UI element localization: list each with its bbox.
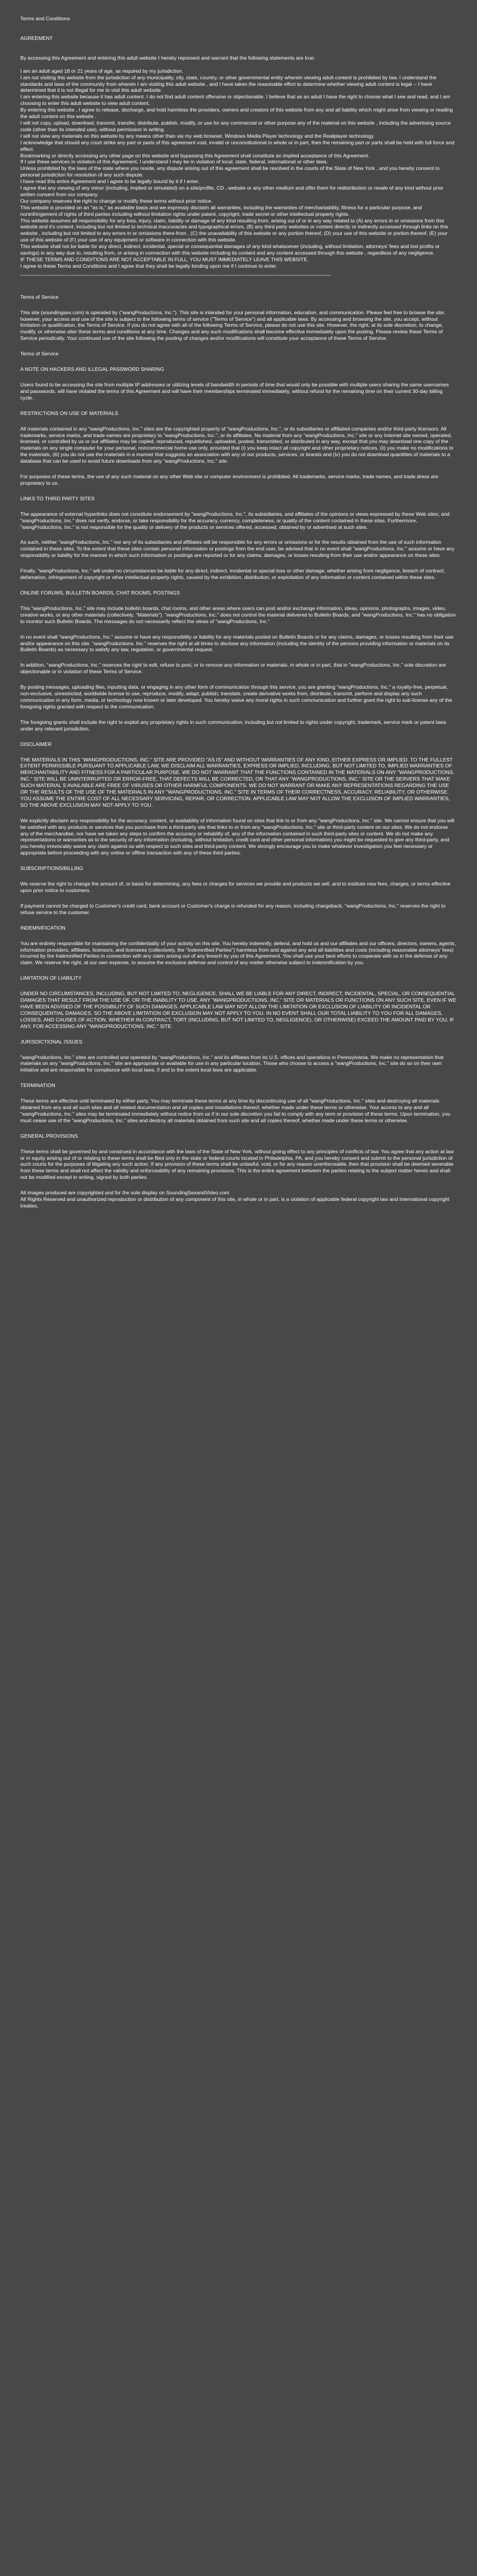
agreement-line: Unless prohibited by the laws of the state where you reside, any dispute arising out of this agreement shall be resolved in the courts of the State of New York , and you hereby consent to personal jurisdiction for resolution of any such dispute. — [20, 165, 440, 178]
links-heading: LINKS TO THIRD PARTY SITES — [20, 495, 95, 501]
restrictions-heading: RESTRICTIONS ON USE OF MATERIALS — [20, 410, 119, 416]
service-heading-2: Terms of Service — [20, 351, 58, 357]
termination-paragraph: These terms are effective until terminated by either party. You may terminate these terms at any time by discontinuing use of all "wangProductions, Inc." sites and destroying all materials obtained from any and all such sites and all related documentation and all copies and installations thereof, whether made under these terms or otherwise. Your access to any and all "wangProductions, Inc." sites may be terminated immediately without notice from us if in our sole discretion you fail to comply with any term or provision of these terms. Upon termination, you must cease use of the "wangProductions, Inc." sites and destroy all materials obtained from such site and all copies thereof, whether made under these terms or otherwise. — [20, 1098, 451, 1123]
agreement-line: IF THESE TERMS AND CONDITIONS ARE NOT ACCEPTABLE IN FULL, YOU MUST IMMEDIATELY LEAVE THIS WEBSITE. — [20, 256, 309, 262]
forums-heading: ONLINE FORUMS, BULLETIN BOARDS, CHAT ROOMS, POSTINGS — [20, 590, 180, 596]
subscriptions-heading: SUBSCRIPTIONS/BILLING — [20, 865, 83, 872]
agreement-line: By entering this website , I agree to release, discharge, and hold harmless the providers, owners and creators of this website from any and all liability which might arise from viewing or reading the adult content on this website . — [20, 107, 453, 120]
jurisdiction-paragraph: "wangProductions, Inc." sites are controlled and operated by "wangProductions, Inc." and its affiliates from its U.S. offices and operations in Pennsylvania. We make no representation that materials on any "wangProductions, Inc." site are appropriate or available for use in any particular location. Those who choose to access a "wangProductions, Inc." site do so on their own initiative and are responsible for compliance with local laws, if and to the extent local laws are applicable. — [20, 1054, 444, 1073]
agreement-line: I have read this entire Agreement and I agree to be legally bound by it if I enter. — [20, 178, 200, 185]
disclaimer-paragraph-2: We explicitly disclaim any responsibility for the accuracy, content, or availability of information found on sites that link to or from any "wangProductions, Inc." site. We cannot ensure that you will be satisfied with any products or services that you purchase from a third-party site that links to or from any "wangProductions, Inc." site or third-party content on our sites. We do not endorse any of the merchandise, nor have we taken any steps to confirm the accuracy or reliability of, any of the information contained in such third-party sites or content. We do not make any representations or warranties as to the security of any information (including, without limitation, credit card and other personal information) you might be requested to give any third-party, and you hereby irrevocably waive any claim against us with respect to such sites and third-party content. We strongly encourage you to make whatever investigation you feel necessary or appropriate before proceeding with any online or offline transaction with any of these third parties. — [20, 817, 454, 856]
general-heading: GENERAL PROVISIONS — [20, 1132, 78, 1139]
forums-paragraph-4: By posting messages, uploading files, inputting data, or engaging in any other form of communication through this service, you are granting "wangProductions, Inc." a royalty-free, perpetual, non-exclusive, unrestricted, worldwide license to use, reproduce, modify, adapt, publish, translate, create derivative works from, distribute, transmit, perform and display any such communication in any form, media, or technology now known or later developed. You hereby waive any moral rights in such communication and further grant the right to sub-license any of the foregoing rights granted with respect to the communication. — [20, 684, 453, 710]
limitation-paragraph: UNDER NO CIRCUMSTANCES, INCLUDING, BUT NOT LIMITED TO, NEGLIGENCE, SHALL WE BE LIABLE FOR ANY DIRECT, INDIRECT, INCIDENTAL, SPECIAL, OR CONSEQUENTIAL DAMAGES THAT RESULT FROM THE USE OF, OR THE INABILITY TO USE, ANY "WANGPRODUCTIONS, INC." SITE OR MATERIALS OR FUNCTIONS ON ANY SUCH SITE, EVEN IF WE HAVE BEEN ADVISED OF THE POSSIBILITY OF SUCH DAMAGES. APPLICABLE LAW MAY NOT ALLOW THE LIMITATION OR EXCLUSION OF LIABILITY OR INCIDENTAL OR CONSEQUENTIAL DAMAGES, SO THE ABOVE LIMITATION OR EXCLUSION MAY NOT APPLY TO YOU. IN NO EVENT SHALL OUR TOTAL LIABILITY TO YOU FOR ALL DAMAGES, LOSSES, AND CAUSES OF ACTION, WHETHER IN CONTRACT, TORT (INCLUDING, BUT NOT LIMITED TO, NEGLIGENCE), OR OTHERWISE) EXCEED THE AMOUNT PAID BY YOU, IF ANY, FOR ACCESSING ANY "WANGPRODUCTIONS, INC." SITE. — [20, 990, 457, 1029]
indemnification-paragraph: You are entirely responsible for maintaining the confidentiality of your activity on this site. You hereby indemnify, defend, and hold us and our affiliates and our officers, directors, owners, agents, information providers, affiliates, licensors, and licensees (collectively, the "Indemnified Parties") harmless from and against any and all liabilities and costs (including reasonable attorneys' fees) incurred by the Indemnified Parties in connection with any claim arising out of any breach by you of this Agreement. You shall use your best efforts to cooperate with us in the defense of any claim. We reserve the right, at our own expense, to assume the exclusive defense and control of any matter otherwise subject to indemnification by you. — [20, 940, 456, 966]
general-paragraph: These terms shall be governed by and construed in accordance with the laws of the State of New York, without giving effect to any principles of conflicts of law. You agree that any action at law or in equity arising out of or relating to these terms shall be filed only in the state or federal courts located in Philadelphia, PA, and you hereby consent and submit to the personal jurisdiction of such courts for the purposes of litigating any such action. If any provision of these terms shall be unlawful, void, or for any reason unenforceable, then that provision shall be deemed severable from these terms and shall not affect the validity and enforceability of any remaining provisions. This is the entire agreement between the parties relating to the subject matter herein and shall not be modified except in writing, signed by both parties. — [20, 1148, 454, 1181]
service-intro: This site (soundingsex.com) is operated by ("wangProductions, Inc."). This site is intended for your personal information, education, and communication. Please feel free to browse the site; however, your access and use of the site is subject to the following terms of service ("Terms of Service") and all applicable laws. By accessing and browsing the site, you accept, without limitation or qualification, the Terms of Service. If you do not agree with all of the following Terms of Service, please do not use this site. However, the right, at its sole discretion, to change, modify, or otherwise alter these terms and conditions at any time. Changes and any such modifications shall become effective immediately upon the posting. Please review these Terms of Service periodically. Your continued use of the site following the posting of changes and/or modifications will constitute your acceptance of these Terms of Service. — [20, 309, 445, 342]
footer-images-note: All images produced are copyrighted and for the sole display on SoundingSexandVideo.com — [20, 1190, 230, 1196]
agreement-line: I am an adult aged 18 or 21 years of age, as required by my jurisdiction. — [20, 67, 184, 74]
forums-paragraph: This "wangProductions, Inc." site may include bulletin boards, chat rooms, and other areas where users can post and/or exchange information, ideas, opinions, photographs, images, video, creative works, or any other materials (collectively, "Materials"). "wangProductions, Inc." does not control the material delivered to Bulletin Boards, and "wangProductions, Inc." has no obligation to monitor such Bulletin Boards. The messages do not necessarily reflect the views of "wangProductions, Inc." — [20, 605, 456, 624]
subscriptions-paragraph: We reserve the right to change the amount of, or basis for determining, any fees or charges for services we provide and products we sell, and to institute new fees, charges, or terms effective upon prior notice to customers. — [20, 881, 451, 893]
links-paragraph: The appearance of external hyperlinks does not constitute endorsement by "wangProductions, Inc.", its subsidiaries, and affiliates of the opinions or views expressed by these Web sites; and "wangProductions, Inc." does not verify, endorse, or take responsibility for the accuracy, currency, completeness, or quality of the content contained in these sites. Furthermore, "wangProductions, Inc." is not responsible for the quality or delivery of the products or services offered, accessed, obtained by or advertised at such sites. — [20, 510, 450, 530]
disclaimer-paragraph: THE MATERIALS IN THIS "WANGPRODUCTIONS, INC." SITE ARE PROVIDED "AS IS" AND WITHOUT WARRANTIES OF ANY KIND, EITHER EXPRESS OR IMPLIED. TO THE FULLEST EXTENT PERMISSIBLE PURSUANT TO APPLICABLE LAW, WE DISCLAIM ALL WARRANTIES, EXPRESS OR IMPLIED, INCLUDING, BUT NOT LIMITED TO, IMPLIED WARRANTIES OF MERCHANTABILITY AND FITNESS FOR A PARTICULAR PURPOSE. WE DO NOT WARRANT THAT THE FUNCTIONS CONTAINED IN THE MATERIALS ON ANY "WANGPRODUCTIONS, INC." SITE WILL BE UNINTERRUPTED OR ERROR-FREE, THAT DEFECTS WILL BE CORRECTED, OR THAT ANY "WANGPRODUCTIONS, INC." SITE OR THE SERVERS THAT MAKE SUCH MATERIAL S AVAILABLE ARE FREE OF VIRUSES OR OTHER HARMFUL COMPONENTS. WE DO NOT WARRANT OR MAKE ANY REPRESENTATIONS REGARDING THE USE OR THE RESULTS OF THE USE OF THE MATERIALS IN ANY "WANGPRODUCTIONS, INC." SITE IN TERMS OF THEIR CORRECTNESS, ACCURACY, RELIABILITY, OR OTHERWISE. YOU ASSUME THE ENTIRE COST OF ALL NECESSARY SERVICING, REPAIR, OR CORRECTION. APPLICABLE LAW MAY NOT ALLOW THE EXCLUSION OF IMPLIED WARRANTIES, SO THE ABOVE EXCLUSION MAY NOT APPLY TO YOU. — [20, 756, 454, 808]
agreement-line: This website assumes all responsibility for any loss, injury, claim, liability or damage of any kind resulting from, arising out of or in any way related to (A) any errors in or omissions from this website and it's content, including but not limited to technical inaccuracies and typographical errors, (B) any third party websites or content directly or indirectly accessed through links on this website , including but not limited to any errors in or omissions there-from , (C) the unavailability of this website or any portion thereof, (D) your use of this website or portion thereof, (E) your use of this website of (F) your use of any equipment or software in connection with this website. — [20, 217, 448, 243]
hackers-heading: A NOTE ON HACKERS AND ILLEGAL PASSWORD SHARING — [20, 366, 165, 373]
limitation-heading: LIMITATION OF LIABILITY — [20, 975, 82, 982]
agreement-line: I agree that any viewing of any minor (including, implied or simulated) on a site/profile, CD , website or any other medium and offer them for redistribution or resale of any kind without prior written consent from our company. — [20, 185, 444, 197]
agreement-heading: AGREEMENT — [20, 35, 53, 41]
agreement-intro: By accessing this Agreement and entering this adult website I hereby represent and warrant that the following statements are true: — [20, 54, 315, 61]
jurisdiction-heading: JURISDICTIONAL ISSUES — [20, 1038, 83, 1045]
service-heading: Terms of Service — [20, 293, 58, 300]
agreement-line: I will not copy, upload, download, transmit, transfer, distribute, publish, modify, or use for any commercial or other purpose any of the material on this website , including the advertising source code (other than its intended use), without permission in writing. — [20, 119, 451, 132]
agreement-list — [20, 68, 457, 270]
agreement-line: Our company reserves the right to change or modify these terms without prior notice. — [20, 197, 213, 204]
agreement-line: This website shall not be liable for any direct, indirect, incidental, special or consequential damages of any kind whatsoever (including, without limitation, attorneys' fees and lost profits or savings) in any way due to, resulting from, or arising in connection with this website including its content and any content accessed through this website , regardless of any negligence. — [20, 243, 440, 256]
termination-heading: TERMINATION — [20, 1082, 55, 1089]
restrictions-paragraph-2: For purposes of these terms, the use of any such material on any other Web site or computer environment is prohibited. All trademarks, service marks, trade names, and trade dress are proprietary to us. — [20, 473, 439, 486]
terms-title: Terms and Conditions — [20, 16, 70, 21]
agreement-line: I will not view any materials on this website by any means other than via my web browser, Windows Media Player technology and the Realplayer technology. — [20, 132, 375, 139]
agreement-line: If I use these services in violation of this Agreement, I understand I may be in violation of local, state, federal, international or other laws. — [20, 159, 328, 165]
agreement-line: I am not visiting this website from the jurisdiction of any municipality, city, state, country, or other governmental entity wherein viewing adult content is prohibited by law. I understand the standards and laws of the community from wherein I am visiting this adult website , and I have taken the reasonable effort to determine whether viewing adult content is legal -- I have determined that it is not illegal for me to visit this adult website. — [20, 74, 436, 94]
agreement-line: I acknowledge that should any court strike any part or parts of this agreement void, invalid or unconstitutional in whole or in part, then the remaining part or parts shall be held with full force and effect. — [20, 139, 455, 152]
links-paragraph-3: Finally, "wangProductions, Inc." will under no circumstances be liable for any direct, indirect, incidental or special loss or other damage, whether arising from negligence, breach of contract, defamation, infringement of copyright or other intellectual property rights, caused by the exhibition, distribution, or exploitation of any information or content contained within these sites. — [20, 568, 445, 581]
forums-paragraph-5: The foregoing grants shall include the right to exploit any proprietary rights in such communication, including but not limited to rights under copyright, trademark, service mark or patent laws under any relevant jurisdiction. — [20, 719, 447, 732]
disclaimer-heading: DISCLAIMER — [20, 741, 52, 747]
indemnification-heading: INDEMNIFICATION — [20, 924, 66, 931]
hackers-paragraph: Users found to be accessing the site from multiple IP addresses or utilizing levels of bandwidth in periods of time that would only be possible with multiple users sharing the same usernames and passwords, will have violated the terms of this Agreement and will have their memberships terminated immediately, without refund for the remaining time on their current 30-day billing cycle. — [20, 381, 449, 401]
forums-paragraph-2: In no event shall "wangProductions, Inc." assume or have any responsibility or liability for any materials posted on Bulletin Boards or for any claims, damages, or losses resulting from their use and/or appearance on this site. "wangProductions, Inc." reserves the right at all times to disclose any information (including the identity of the persons providing information or materials on its Bulletin Boards) as necessary to satisfy any law, regulation, or governmental request. — [20, 633, 454, 653]
links-paragraph-2: As such, neither "wangProductions, Inc." nor any of its subsidiaries and affiliates will be responsible for any errors or omissions or for the results obtained from the use of such information contained in these sites. To the extent that these sites contain personal information or postings from the end user, be advised that in no event shall "wangProductions, Inc." assume or have any responsibility or liability for the manner in which such information or postings are reported or for any claims, damages, or losses resulting from their use and/or appearance on these sites. — [20, 539, 455, 559]
agreement-line: I am entering this website because it has adult content. I do not find adult content offensive or objectionable. I believe that as an adult I have the right to choose what I see and read, and I am choosing to enter this adult website to view adult content. — [20, 94, 450, 107]
agreement-line: Bookmarking or directly accessing any other page on this website and bypassing this Agreement shall constitute an implied acceptance of this Agreement. — [20, 152, 370, 159]
restrictions-paragraph: All materials contained in any "wangProductions, Inc." sites are the copyrighted property of "wangProductions, Inc.", or its subsidiaries or affiliated companies and/or third-party licensors. All trademarks, service marks, and trade names are proprietary to "wangProductions, Inc.", or its affiliates. No material from any "wangProductions, Inc." site or any Internet site owned, operated, licensed, or controlled by us or our affiliates may be copied, reproduced, republished, uploaded, posted, transmitted, or distributed in any way, except that you may download one copy of the materials on any single computer for your personal, noncommercial home use only, provided that (i) you keep intact all copyright and other proprietary notices, (ii) you make no modifications to the materials, (iii) you do not use the materials in a manner that suggests an association with any of our products, services, or brands and (iv) you do not download quantities of materials to a database that can be used to avoid future downloads from any "wangProductions, Inc." site. — [20, 425, 454, 465]
section-divider: -------------------------------------------------------------------------------------------------------------------------------------------------------------------------------------- — [20, 271, 331, 278]
agreement-line: This website is provided on an "as is," as available basis and we expressly disclaim all warranties, including the warranties of merchantability, fitness for a particular purpose, and noninfringement of rights of third parties including without limitation rights under patent, copyright, trade secret or other intellectual property rights. — [20, 204, 422, 217]
forums-paragraph-3: In addition, "wangProductions, Inc." reserves the right to edit, refuse to post, or to remove any information or materials, in whole or in part, that in "wangProductions, Inc." sole discretion are objectionable or in violation of these Terms of Service. — [20, 662, 446, 675]
subscriptions-paragraph-2: If payment cannot be charged to Customer's credit card, bank account or Customer's charge is refunded for any reason, including chargeback, "wangProductions, Inc." reserves the right to refuse service to the customer. — [20, 902, 446, 915]
footer-rights-note: All Rights Reserved and unauthorized reproduction or distribution of any component of this site, in whole or in part, is a violation of applicable federal copyright law and international copyright treaties. — [20, 1196, 450, 1209]
agreement-line: I agree to these Terms and Conditions and I agree that they shall be legally binding upon me if I continue to enter. — [20, 262, 277, 269]
